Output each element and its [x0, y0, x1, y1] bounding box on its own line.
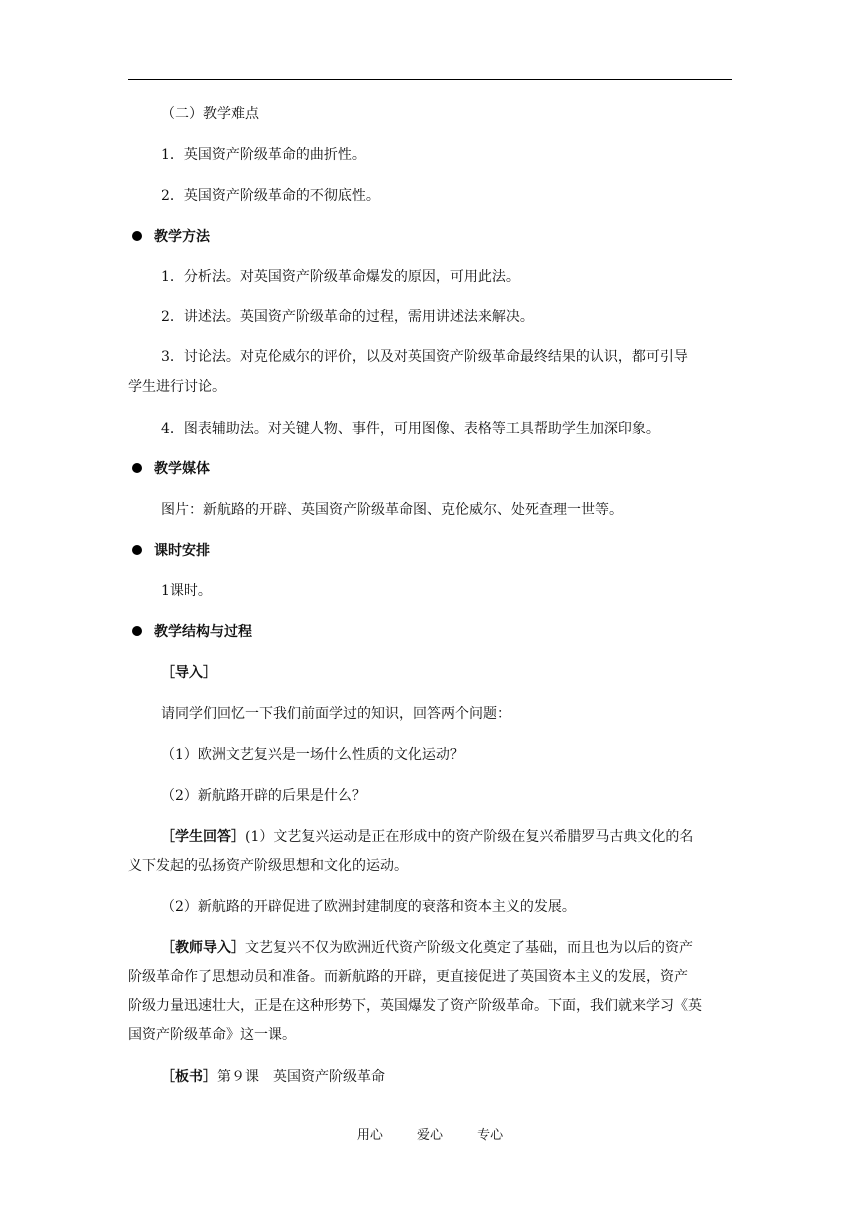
bullet-icon [132, 545, 142, 555]
difficulty-item-1: 1．英国资产阶级革命的曲折性。 [161, 147, 366, 163]
question-1: （1）欧洲文艺复兴是一场什么性质的文化运动？ [161, 747, 464, 763]
methods-item-1: 1．分析法。对英国资产阶级革命爆发的原因，可用此法。 [161, 269, 520, 285]
media-text: 图片：新航路的开辟、英国资产阶级革命图、克伦威尔、处死查理一世等。 [161, 502, 623, 518]
methods-item-3-cont: 学生进行讨论。 [128, 379, 226, 395]
media-heading: 教学媒体 [132, 458, 210, 480]
footer-item: 用心 [356, 1128, 383, 1143]
difficulty-title: （二）教学难点 [161, 106, 259, 122]
schedule-text: 1课时。 [161, 583, 212, 599]
methods-item-3: 3．讨论法。对克伦威尔的评价，以及对英国资产阶级革命最终结果的认识，都可引导 [161, 349, 688, 365]
teacher-intro-label: ［教师导入］ [161, 940, 245, 956]
methods-item-2: 2．讲述法。英国资产阶级革命的过程，需用讲述法来解决。 [161, 309, 534, 325]
methods-item-4: 4．图表辅助法。对关键人物、事件，可用图像、表格等工具帮助学生加深印象。 [161, 421, 660, 437]
student-answer-label: ［学生回答］ [161, 829, 245, 845]
question-2: （2）新航路开辟的后果是什么？ [161, 788, 366, 804]
teacher-intro-line-4: 国资产阶级革命》这一课。 [128, 1027, 296, 1043]
student-answer-line-1: ［学生回答］(1）文艺复兴运动是正在形成中的资产阶级在复兴希腊罗马古典文化的名 [161, 829, 694, 845]
board-label: ［板书］ [161, 1069, 217, 1085]
process-heading: 教学结构与过程 [132, 621, 252, 643]
teacher-intro-line-3: 阶级力量迅速壮大，正是在这种形势下，英国爆发了资产阶级革命。下面，我们就来学习《英 [128, 998, 702, 1014]
page-footer [0, 1126, 860, 1146]
intro-label: ［导入］ [161, 665, 217, 681]
bullet-icon [132, 626, 142, 636]
teacher-intro-line-1: ［教师导入］文艺复兴不仅为欧洲近代资产阶级文化奠定了基础，而且也为以后的资产 [161, 940, 693, 956]
student-answer-line-2: 义下发起的弘扬资产阶级思想和文化的运动。 [128, 858, 408, 874]
footer-item: 爱心 [416, 1128, 443, 1143]
teacher-intro-line-2: 阶级革命作了思想动员和准备。而新航路的开辟，更直接促进了英国资本主义的发展，资产 [128, 969, 688, 985]
methods-heading: 教学方法 [132, 226, 210, 248]
header-rule [128, 79, 732, 80]
student-answer-line-3: （2）新航路的开辟促进了欧洲封建制度的衰落和资本主义的发展。 [161, 899, 576, 915]
board-line: ［板书］第９课 英国资产阶级革命 [161, 1069, 385, 1085]
bullet-icon [132, 231, 142, 241]
schedule-heading: 课时安排 [132, 540, 210, 562]
bullet-icon [132, 463, 142, 473]
difficulty-item-2: 2．英国资产阶级革命的不彻底性。 [161, 188, 380, 204]
intro-text: 请同学们回忆一下我们前面学过的知识，回答两个问题： [161, 706, 511, 722]
footer-item: 专心 [477, 1128, 504, 1143]
